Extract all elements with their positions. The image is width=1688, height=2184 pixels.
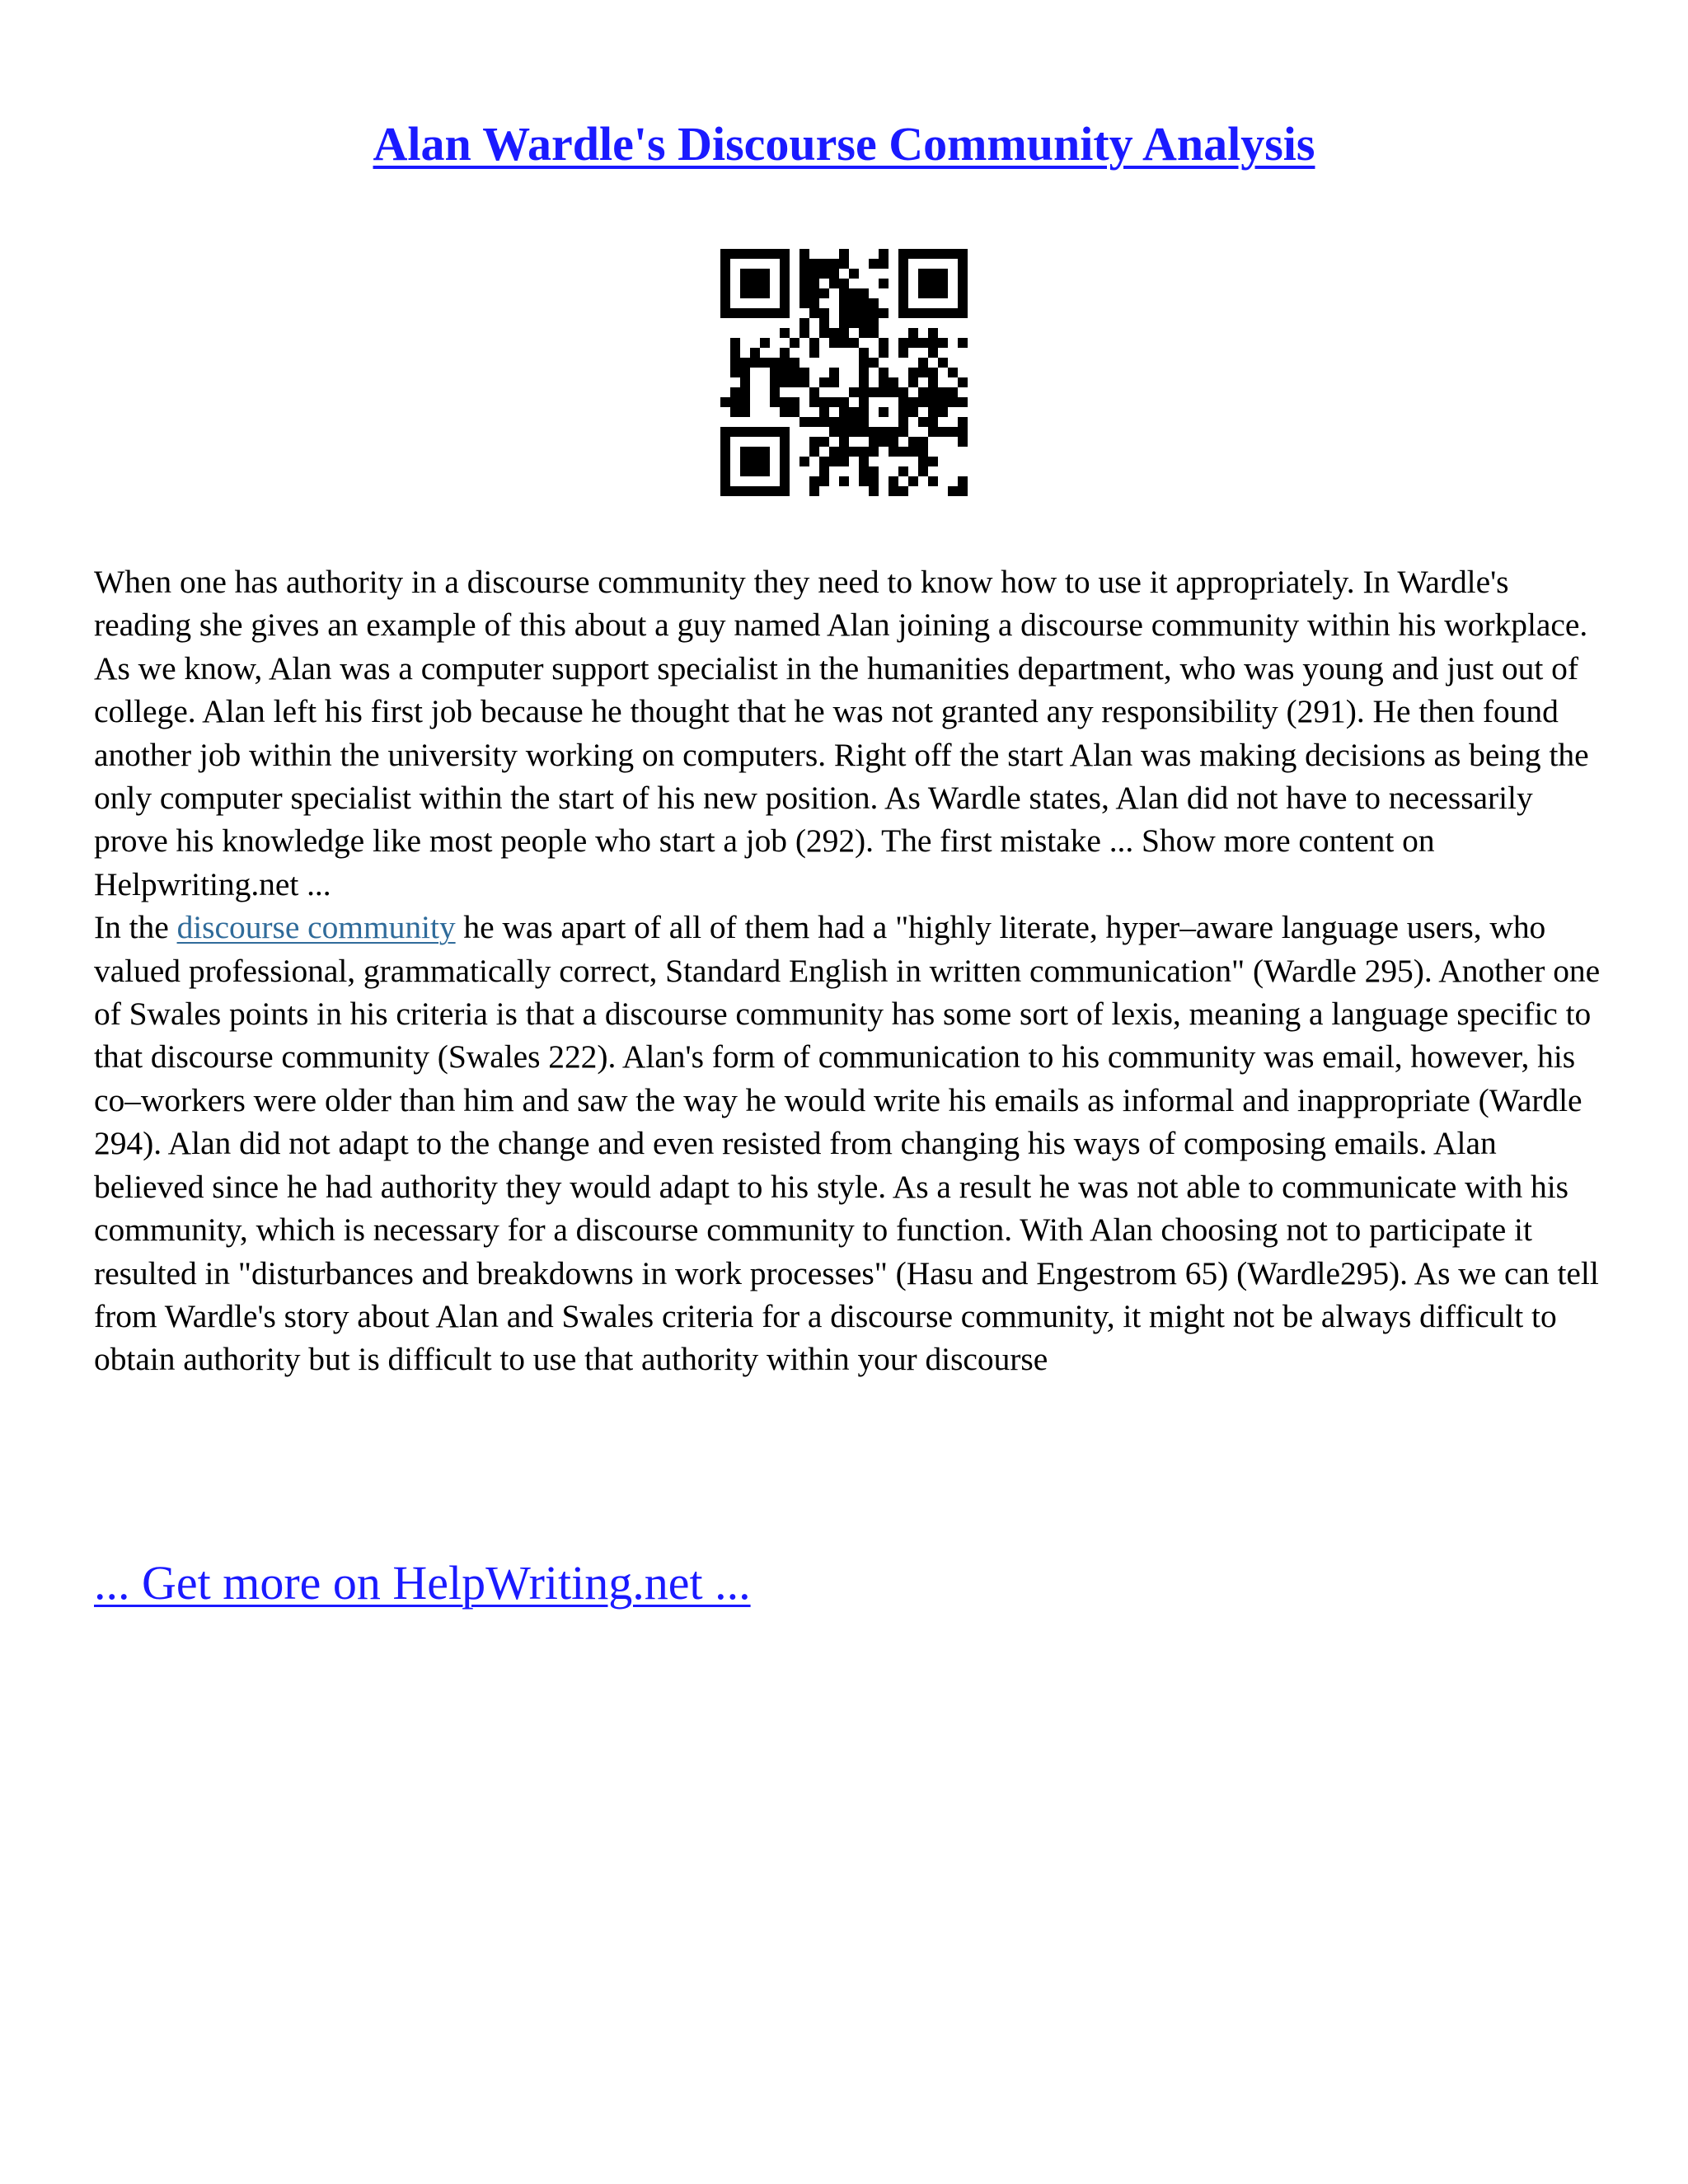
- more-link-container: [94, 1554, 751, 1612]
- discourse-community-link[interactable]: discourse community: [176, 909, 456, 946]
- paragraph-1: When one has authority in a discourse community they need to know how to use it appropriately. In Wardle's reading she gives an example of this about a guy named Alan joining a discourse community within his workplace. As we know, Alan was a computer support specialist in the humanities department, who was young and just out of college. Alan left his first job because he thought that he was not granted any responsibility (291). He then found another job within the university working on computers. Right off the start Alan was making decisions as being the only computer specialist within the start of his new position. As Wardle states, Alan did not have to necessarily prove his knowledge like most people who start a job (292). The first mistake ... Show more content on Helpwriting.net ...: [94, 564, 1589, 902]
- paragraph-2-start: In the: [94, 909, 177, 946]
- article-body: [94, 560, 1602, 1381]
- get-more-link[interactable]: ... Get more on HelpWriting.net ...: [94, 1556, 751, 1610]
- page-title: [0, 115, 1688, 173]
- qr-code-icon: [720, 249, 968, 496]
- paragraph-2: [94, 906, 1602, 1380]
- title-link[interactable]: Alan Wardle's Discourse Community Analysis: [373, 117, 1315, 171]
- paragraph-2-rest: he was apart of all of them had a "highly literate, hyper–aware language users, who valued professional, grammatically correct, Standard English in written communication" (Wardle 295). Another one of Swales points in his criteria is that a discourse community has some sort of lexis, meaning a language specific to that discourse community (Swales 222). Alan's form of communication to his community was email, however, his co–workers were older than him and saw the way he would write his emails as informal and inappropriate (Wardle 294). Alan did not adapt to the change and even resisted from changing his ways of composing emails. Alan believed since he had authority they would adapt to his style. As a result he was not able to communicate with his community, which is necessary for a discourse community to function. With Alan choosing not to participate it resulted in "disturbances and breakdowns in work processes" (Hasu and Engestrom 65) (Wardle295). As we can tell from Wardle's story about Alan and Swales criteria for a discourse community, it might not be always difficult to obtain authority but is difficult to use that authority within your discourse: [94, 909, 1601, 1378]
